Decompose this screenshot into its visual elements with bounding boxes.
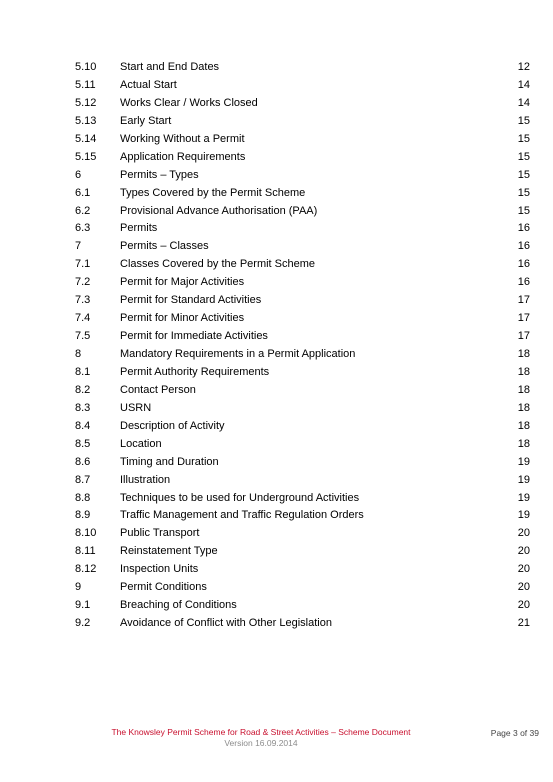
toc-entry[interactable]: [75, 472, 530, 490]
toc-entry-number: 9.1: [75, 599, 91, 612]
toc-entry-page: 19: [517, 509, 530, 522]
toc-entry-page: 15: [517, 132, 530, 145]
toc-entry-number: 8: [75, 348, 82, 360]
toc-entry-page: 16: [517, 240, 530, 253]
toc-entry-title: Provisional Advance Authorisation (PAA): [120, 204, 318, 217]
toc-entry-title: Location: [120, 437, 162, 450]
toc-entry-title: Description of Activity: [120, 419, 225, 432]
toc-entry-title: Breaching of Conditions: [120, 599, 237, 612]
toc-entry-title: Actual Start: [120, 78, 177, 91]
table-of-contents: [75, 59, 530, 633]
toc-entry-page: 17: [517, 330, 530, 343]
toc-entry-page: 20: [517, 527, 530, 540]
toc-entry-title: Permits – Classes: [120, 240, 209, 253]
toc-entry-title: Classes Covered by the Permit Scheme: [120, 258, 316, 271]
toc-entry[interactable]: [75, 185, 530, 203]
toc-entry-page: 20: [517, 599, 530, 612]
footer-version: Version 16.09.2014: [224, 738, 298, 748]
toc-entry-number: 5.14: [75, 132, 97, 145]
toc-entry-title: Permit for Standard Activities: [120, 294, 262, 307]
toc-entry-page: 15: [517, 204, 530, 217]
toc-entry[interactable]: [75, 310, 530, 328]
toc-entry[interactable]: [75, 615, 530, 633]
page-number: Page 3 of 39: [490, 728, 539, 738]
toc-entry[interactable]: [75, 274, 530, 292]
toc-entry-title: Permits – Types: [120, 168, 199, 181]
toc-entry-number: 8.7: [75, 473, 91, 486]
toc-entry[interactable]: [75, 400, 530, 418]
toc-entry-title: Permit for Major Activities: [120, 276, 245, 289]
toc-entry-number: 9.2: [75, 617, 91, 630]
toc-entry-number: 7.5: [75, 330, 91, 343]
toc-entry-page: 18: [517, 419, 530, 432]
toc-entry[interactable]: [75, 328, 530, 346]
toc-entry-number: 5.11: [75, 78, 96, 91]
toc-entry-title: USRN: [120, 401, 152, 414]
toc-entry[interactable]: [75, 579, 530, 597]
toc-entry-title: Working Without a Permit: [120, 132, 245, 145]
toc-entry[interactable]: [75, 292, 530, 310]
toc-entry[interactable]: [75, 382, 530, 400]
toc-entry-title: Traffic Management and Traffic Regulation Orders: [120, 509, 364, 522]
toc-entry-page: 19: [517, 455, 530, 468]
toc-entry-page: 15: [517, 168, 530, 181]
toc-entry-number: 8.11: [75, 545, 96, 558]
toc-entry-number: 6.1: [75, 186, 91, 199]
toc-entry-page: 12: [517, 61, 530, 73]
footer: [75, 727, 447, 749]
toc-entry[interactable]: [75, 167, 530, 185]
toc-entry[interactable]: [75, 77, 530, 95]
toc-entry[interactable]: [75, 113, 530, 131]
toc-entry-page: 14: [517, 96, 530, 109]
toc-entry-number: 5.10: [75, 61, 97, 73]
toc-entry-number: 8.1: [75, 365, 91, 378]
toc-entry-title: Permit for Immediate Activities: [120, 330, 268, 343]
toc-entry-title: Inspection Units: [120, 563, 199, 576]
toc-entry-page: 20: [517, 563, 530, 576]
toc-entry-page: 20: [517, 545, 530, 558]
toc-entry-title: Types Covered by the Permit Scheme: [120, 186, 306, 199]
toc-entry-page: 15: [517, 114, 530, 127]
toc-entry-number: 9: [75, 581, 82, 594]
toc-entry-page: 18: [517, 348, 530, 360]
toc-entry-number: 7.4: [75, 312, 91, 325]
toc-entry-page: 19: [517, 473, 530, 486]
toc-entry[interactable]: [75, 436, 530, 454]
toc-entry-title: Illustration: [120, 473, 171, 486]
toc-entry-title: Avoidance of Conflict with Other Legislation: [120, 617, 332, 630]
toc-entry-number: 6: [75, 168, 82, 181]
toc-entry-number: 7.3: [75, 294, 91, 307]
toc-entry[interactable]: [75, 346, 530, 364]
toc-entry-number: 5.12: [75, 96, 97, 109]
toc-entry-page: 14: [517, 78, 530, 91]
toc-entry-title: Permits: [120, 222, 158, 235]
toc-entry-title: Permit Authority Requirements: [120, 365, 270, 378]
toc-entry-title: Permit for Minor Activities: [120, 312, 245, 325]
toc-entry[interactable]: [75, 59, 530, 77]
toc-entry-page: 17: [517, 294, 530, 307]
toc-entry-title: Public Transport: [120, 527, 200, 540]
toc-entry-number: 6.2: [75, 204, 91, 217]
toc-entry-number: 8.10: [75, 527, 97, 540]
toc-entry[interactable]: [75, 220, 530, 238]
toc-entry-page: 21: [517, 617, 530, 630]
toc-entry-title: Timing and Duration: [120, 455, 219, 468]
toc-entry-title: Mandatory Requirements in a Permit Application: [120, 348, 356, 360]
toc-entry-number: 7.1: [75, 258, 91, 271]
toc-entry-number: 8.9: [75, 509, 91, 522]
toc-entry-page: 16: [517, 258, 530, 271]
toc-entry-number: 8.3: [75, 401, 91, 414]
toc-entry[interactable]: [75, 95, 530, 113]
toc-entry-title: Works Clear / Works Closed: [120, 96, 258, 109]
toc-entry-page: 18: [517, 401, 530, 414]
toc-entry-title: Reinstatement Type: [120, 545, 218, 558]
toc-entry-title: Permit Conditions: [120, 581, 207, 594]
toc-entry[interactable]: [75, 525, 530, 543]
toc-entry-page: 19: [517, 491, 530, 504]
toc-entry[interactable]: [75, 418, 530, 436]
toc-entry[interactable]: [75, 507, 530, 525]
toc-entry-number: 8.8: [75, 491, 91, 504]
toc-entry-page: 18: [517, 383, 530, 396]
toc-entry[interactable]: [75, 490, 530, 508]
toc-entry-number: 7: [75, 240, 82, 253]
toc-entry[interactable]: [75, 203, 530, 221]
toc-entry[interactable]: [75, 561, 530, 579]
toc-entry-number: 6.3: [75, 222, 91, 235]
toc-entry[interactable]: [75, 364, 530, 382]
toc-entry-number: 8.6: [75, 455, 91, 468]
toc-entry-title: Application Requirements: [120, 150, 246, 163]
toc-entry[interactable]: [75, 597, 530, 615]
toc-entry[interactable]: [75, 454, 530, 472]
toc-entry[interactable]: [75, 149, 530, 167]
toc-entry-title: Techniques to be used for Underground Activities: [120, 491, 360, 504]
toc-entry-title: Early Start: [120, 114, 172, 127]
toc-entry-title: Contact Person: [120, 383, 196, 396]
toc-entry-page: 16: [517, 222, 530, 235]
toc-entry-page: 15: [517, 150, 530, 163]
toc-entry-number: 5.13: [75, 114, 97, 127]
toc-entry-number: 8.12: [75, 563, 97, 576]
toc-entry-page: 17: [517, 312, 530, 325]
toc-entry-number: 8.4: [75, 419, 91, 432]
toc-entry-page: 15: [517, 186, 530, 199]
toc-entry[interactable]: [75, 256, 530, 274]
toc-entry-page: 20: [517, 581, 530, 594]
toc-entry-title: Start and End Dates: [120, 61, 220, 73]
toc-entry[interactable]: [75, 131, 530, 149]
toc-entry-page: 18: [517, 365, 530, 378]
toc-entry-number: 7.2: [75, 276, 91, 289]
toc-entry-number: 8.2: [75, 383, 91, 396]
toc-entry-page: 18: [517, 437, 530, 450]
toc-entry[interactable]: [75, 238, 530, 256]
toc-entry-page: 16: [517, 276, 530, 289]
toc-entry[interactable]: [75, 543, 530, 561]
footer-document-title: The Knowsley Permit Scheme for Road & Street Activities – Scheme Document: [111, 727, 411, 737]
toc-entry-number: 5.15: [75, 150, 97, 163]
toc-entry-number: 8.5: [75, 437, 91, 450]
